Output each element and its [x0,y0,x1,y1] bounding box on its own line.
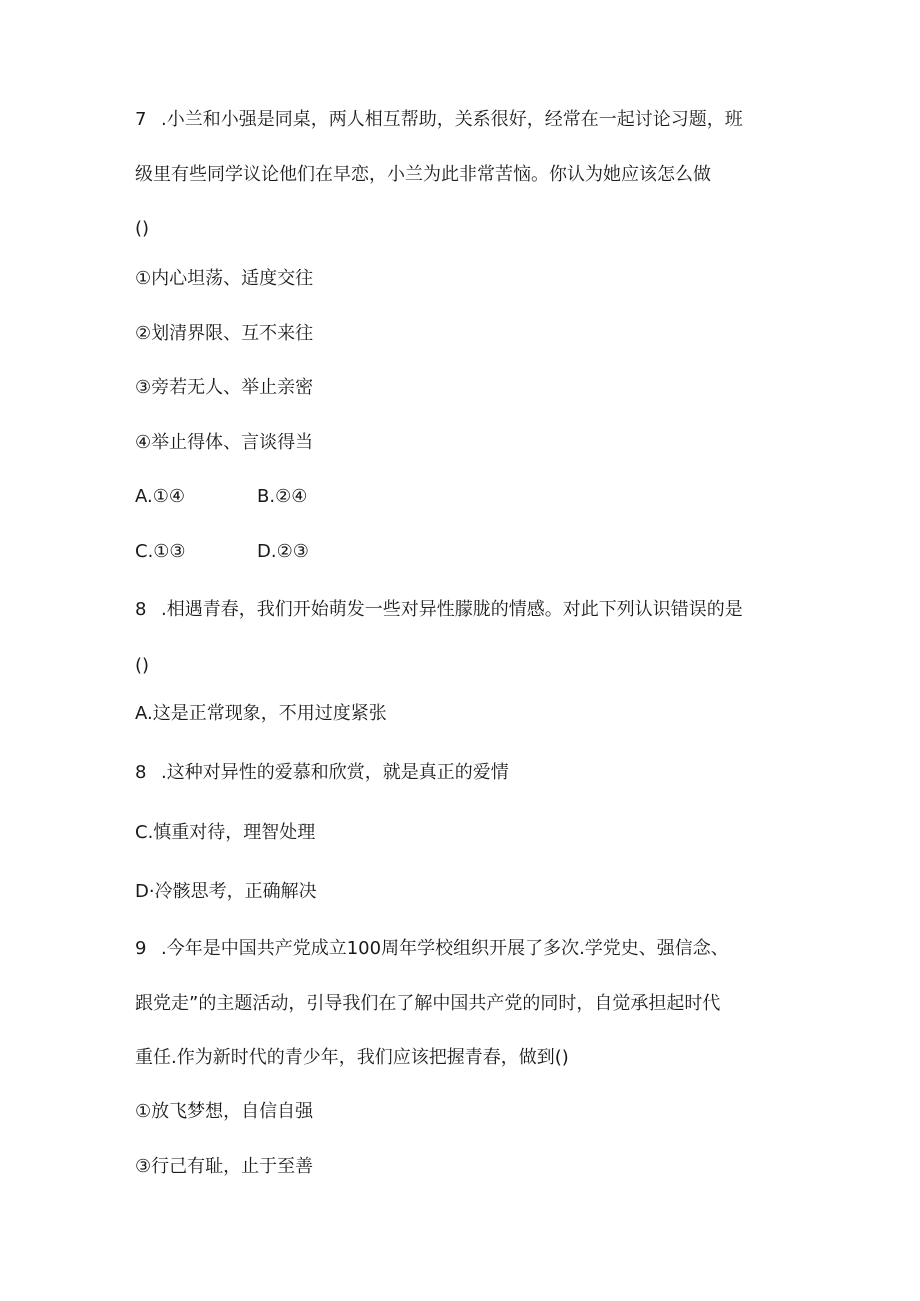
q7-number: 7 [135,109,147,130]
q8-number: 8 [135,599,147,620]
q9-stem-line3: 重任.作为新时代的青少年，我们应该把握青春，做到() [135,1047,569,1068]
q7-option-b: B.②④ [257,486,308,507]
q8-option-b [135,761,509,785]
q7-item-2: ②划清界限、互不来往 [135,323,314,344]
q7-stem-text1: .小兰和小强是同桌，两人相互帮助，关系很好，经常在一起讨论习题，班 [161,109,743,130]
q9-number: 9 [135,938,147,959]
q7-option-d: D.②③ [257,541,309,562]
q8-answer-paren: () [135,655,150,676]
q9-item-1: ①放飞梦想，自信自强 [135,1101,314,1122]
q7-option-c: C.①③ [135,541,186,562]
q7-stem-line1 [135,108,743,132]
q8-option-c: C.慎重对待，理智处理 [135,822,316,843]
q8-option-b-number: 8 [135,762,147,783]
q7-item-1: ①内心坦荡、适度交往 [135,268,314,289]
q7-answer-paren: () [135,218,150,239]
q8-stem-line1 [135,598,743,622]
q9-stem-line1 [135,937,729,961]
q9-stem-text1: .今年是中国共产党成立100周年学校组织开展了多次.学党史、强信念、 [161,938,729,959]
q7-item-3: ③旁若无人、举止亲密 [135,377,314,398]
q7-option-a: A.①④ [135,486,185,507]
q8-option-d: D·冷骸思考，正确解决 [135,881,317,902]
q9-stem-line2: 跟党走”的主题活动，引导我们在了解中国共产党的同时，自觉承担起时代 [135,993,721,1014]
q8-stem-text1: .相遇青春，我们开始萌发一些对异性朦胧的情感。对此下列认识错误的是 [161,599,743,620]
q8-option-b-text: .这种对异性的爱慕和欣赏，就是真正的爱情 [161,762,509,783]
q9-item-3: ③行己有耻，止于至善 [135,1156,314,1177]
q8-option-a: A.这是正常现象，不用过度紧张 [135,703,387,724]
q7-item-4: ④举止得体、言谈得当 [135,432,314,453]
q7-stem-line2: 级里有些同学议论他们在早恋，小兰为此非常苦恼。你认为她应该怎么做 [135,164,711,185]
